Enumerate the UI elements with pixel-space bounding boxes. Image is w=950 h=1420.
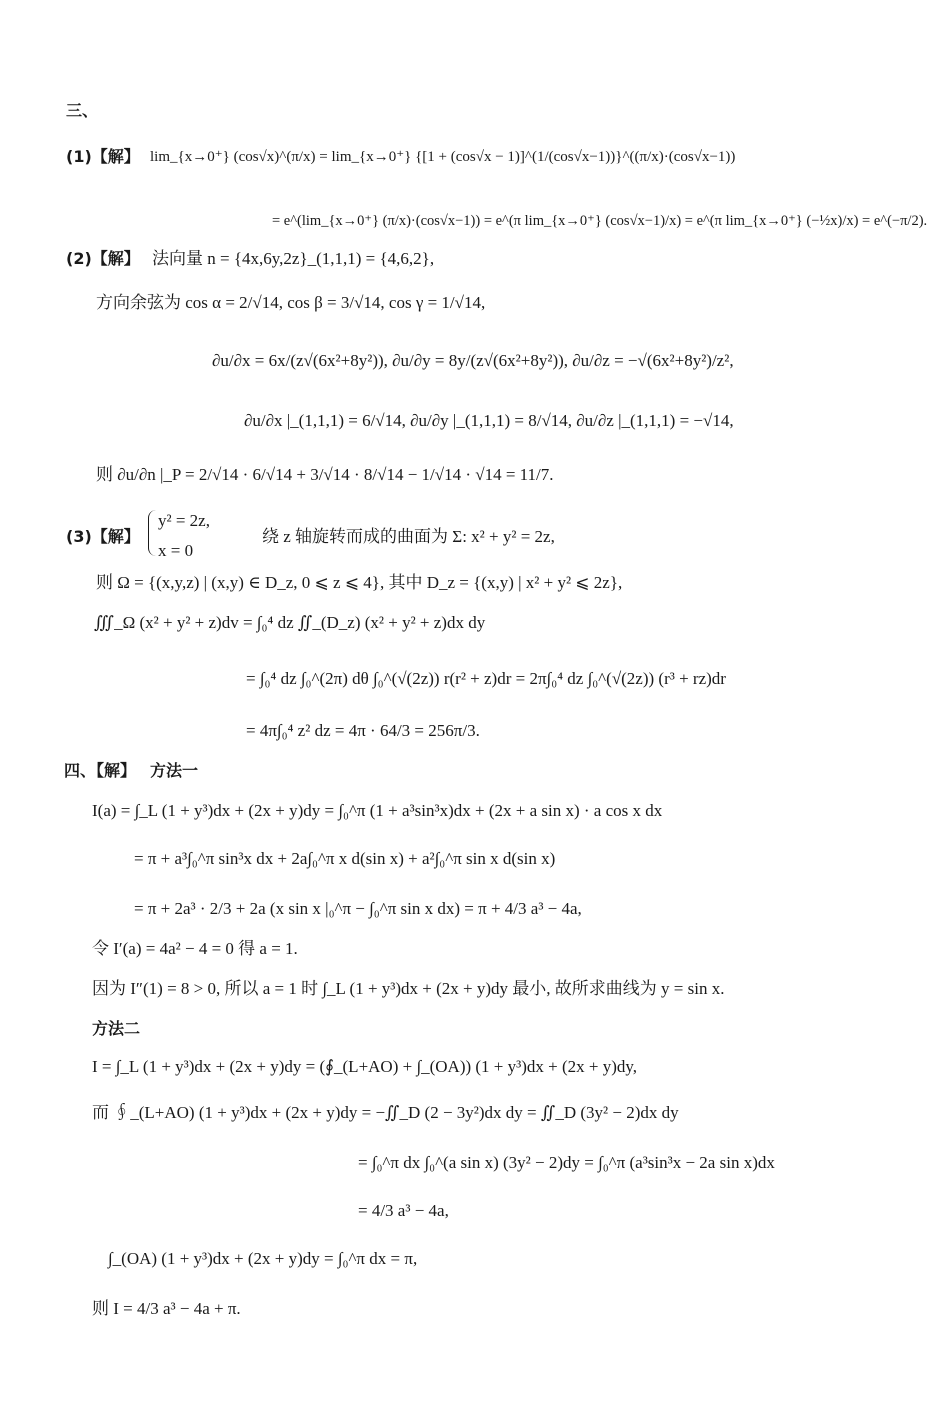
part-2-label: (2)【解】 [66,249,140,268]
part-2-line-4: ∂u/∂x |_(1,1,1) = 6/√14, ∂u/∂y |_(1,1,1) = 8/√14, ∂u/∂z |_(1,1,1) = −√14, [244,411,734,430]
part-1-line-1: lim_{x→0⁺} (cos√x)^(π/x) = lim_{x→0⁺} {[1 + (cos√x − 1)]^(1/(cos√x−1))}^((π/x)·(cos√x−1)) [150,149,736,165]
method-1-line-4: 令 I′(a) = 4a² − 4 = 0 得 a = 1. [92,939,298,958]
method-1-line-3: = π + 2a³ · 2/3 + 2a (x sin x |₀^π − ∫₀^π sin x dx) = π + 4/3 a³ − 4a, [134,899,582,918]
method-2-title: 方法二 [92,1019,141,1038]
part-2-line-2: 方向余弦为 cos α = 2/√14, cos β = 3/√14, cos γ = 1/√14, [96,293,486,312]
part-2-line-5: 则 ∂u/∂n |_P = 2/√14 · 6/√14 + 3/√14 · 8/√14 − 1/√14 · √14 = 11/7. [96,465,554,484]
method-1-title: 方法一 [150,761,199,780]
method-2-line-1: I = ∫_L (1 + y³)dx + (2x + y)dy = (∮_(L+AO) + ∫_(OA)) (1 + y³)dx + (2x + y)dy, [92,1057,638,1076]
method-1-line-1: I(a) = ∫_L (1 + y³)dx + (2x + y)dy = ∫₀^π (1 + a³sin³x)dx + (2x + a sin x) · a cos x dx [92,801,663,820]
section-4-heading: 四、【解】 [64,761,137,780]
part-3-line-4: = ∫₀⁴ dz ∫₀^(2π) dθ ∫₀^(√(2z)) r(r² + z)dr = 2π∫₀⁴ dz ∫₀^(√(2z)) (r³ + rz)dr [246,669,726,688]
method-2-line-4: = 4/3 a³ − 4a, [358,1201,449,1220]
part-3-line-5: = 4π∫₀⁴ z² dz = 4π · 64/3 = 256π/3. [246,721,480,740]
part-3-system-line-2: x = 0 [158,541,194,560]
part-2-line-1: 法向量 n = {4x,6y,2z}_(1,1,1) = {4,6,2}, [152,249,435,268]
method-2-line-6: 则 I = 4/3 a³ − 4a + π. [92,1299,241,1318]
method-2-line-2: 而 ∮_(L+AO) (1 + y³)dx + (2x + y)dy = −∬_D (2 − 3y²)dx dy = ∬_D (3y² − 2)dx dy [92,1103,679,1122]
method-2-line-3: = ∫₀^π dx ∫₀^(a sin x) (3y² − 2)dy = ∫₀^π (a³sin³x − 2a sin x)dx [358,1153,775,1172]
part-3-system-line-1: y² = 2z, [158,511,210,530]
part-3-line-1: 绕 z 轴旋转而成的曲面为 Σ: x² + y² = 2z, [262,527,555,546]
part-1-line-2: = e^(lim_{x→0⁺} (π/x)·(cos√x−1)) = e^(π lim_{x→0⁺} (cos√x−1)/x) = e^(π lim_{x→0⁺} (−½x)/x) = e^(−π/2). [272,213,928,229]
part-3-line-2: 则 Ω = {(x,y,z) | (x,y) ∈ D_z, 0 ⩽ z ⩽ 4}, 其中 D_z = {(x,y) | x² + y² ⩽ 2z}, [96,573,623,592]
section-3-heading: 三、 [66,101,99,120]
part-3-label: (3)【解】 [66,527,140,546]
method-1-line-5: 因为 I″(1) = 8 > 0, 所以 a = 1 时 ∫_L (1 + y³)dx + (2x + y)dy 最小, 故所求曲线为 y = sin x. [92,979,725,998]
part-2-line-3: ∂u/∂x = 6x/(z√(6x²+8y²)), ∂u/∂y = 8y/(z√(6x²+8y²)), ∂u/∂z = −√(6x²+8y²)/z², [212,351,734,370]
part-3-line-3: ∭_Ω (x² + y² + z)dv = ∫₀⁴ dz ∬_(D_z) (x² + y² + z)dx dy [94,613,486,632]
method-2-line-5: ∫_(OA) (1 + y³)dx + (2x + y)dy = ∫₀^π dx = π, [108,1249,418,1268]
method-1-line-2: = π + a³∫₀^π sin³x dx + 2a∫₀^π x d(sin x) + a²∫₀^π sin x d(sin x) [134,849,556,868]
system-brace [148,510,157,556]
part-1-label: (1)【解】 [66,147,140,166]
